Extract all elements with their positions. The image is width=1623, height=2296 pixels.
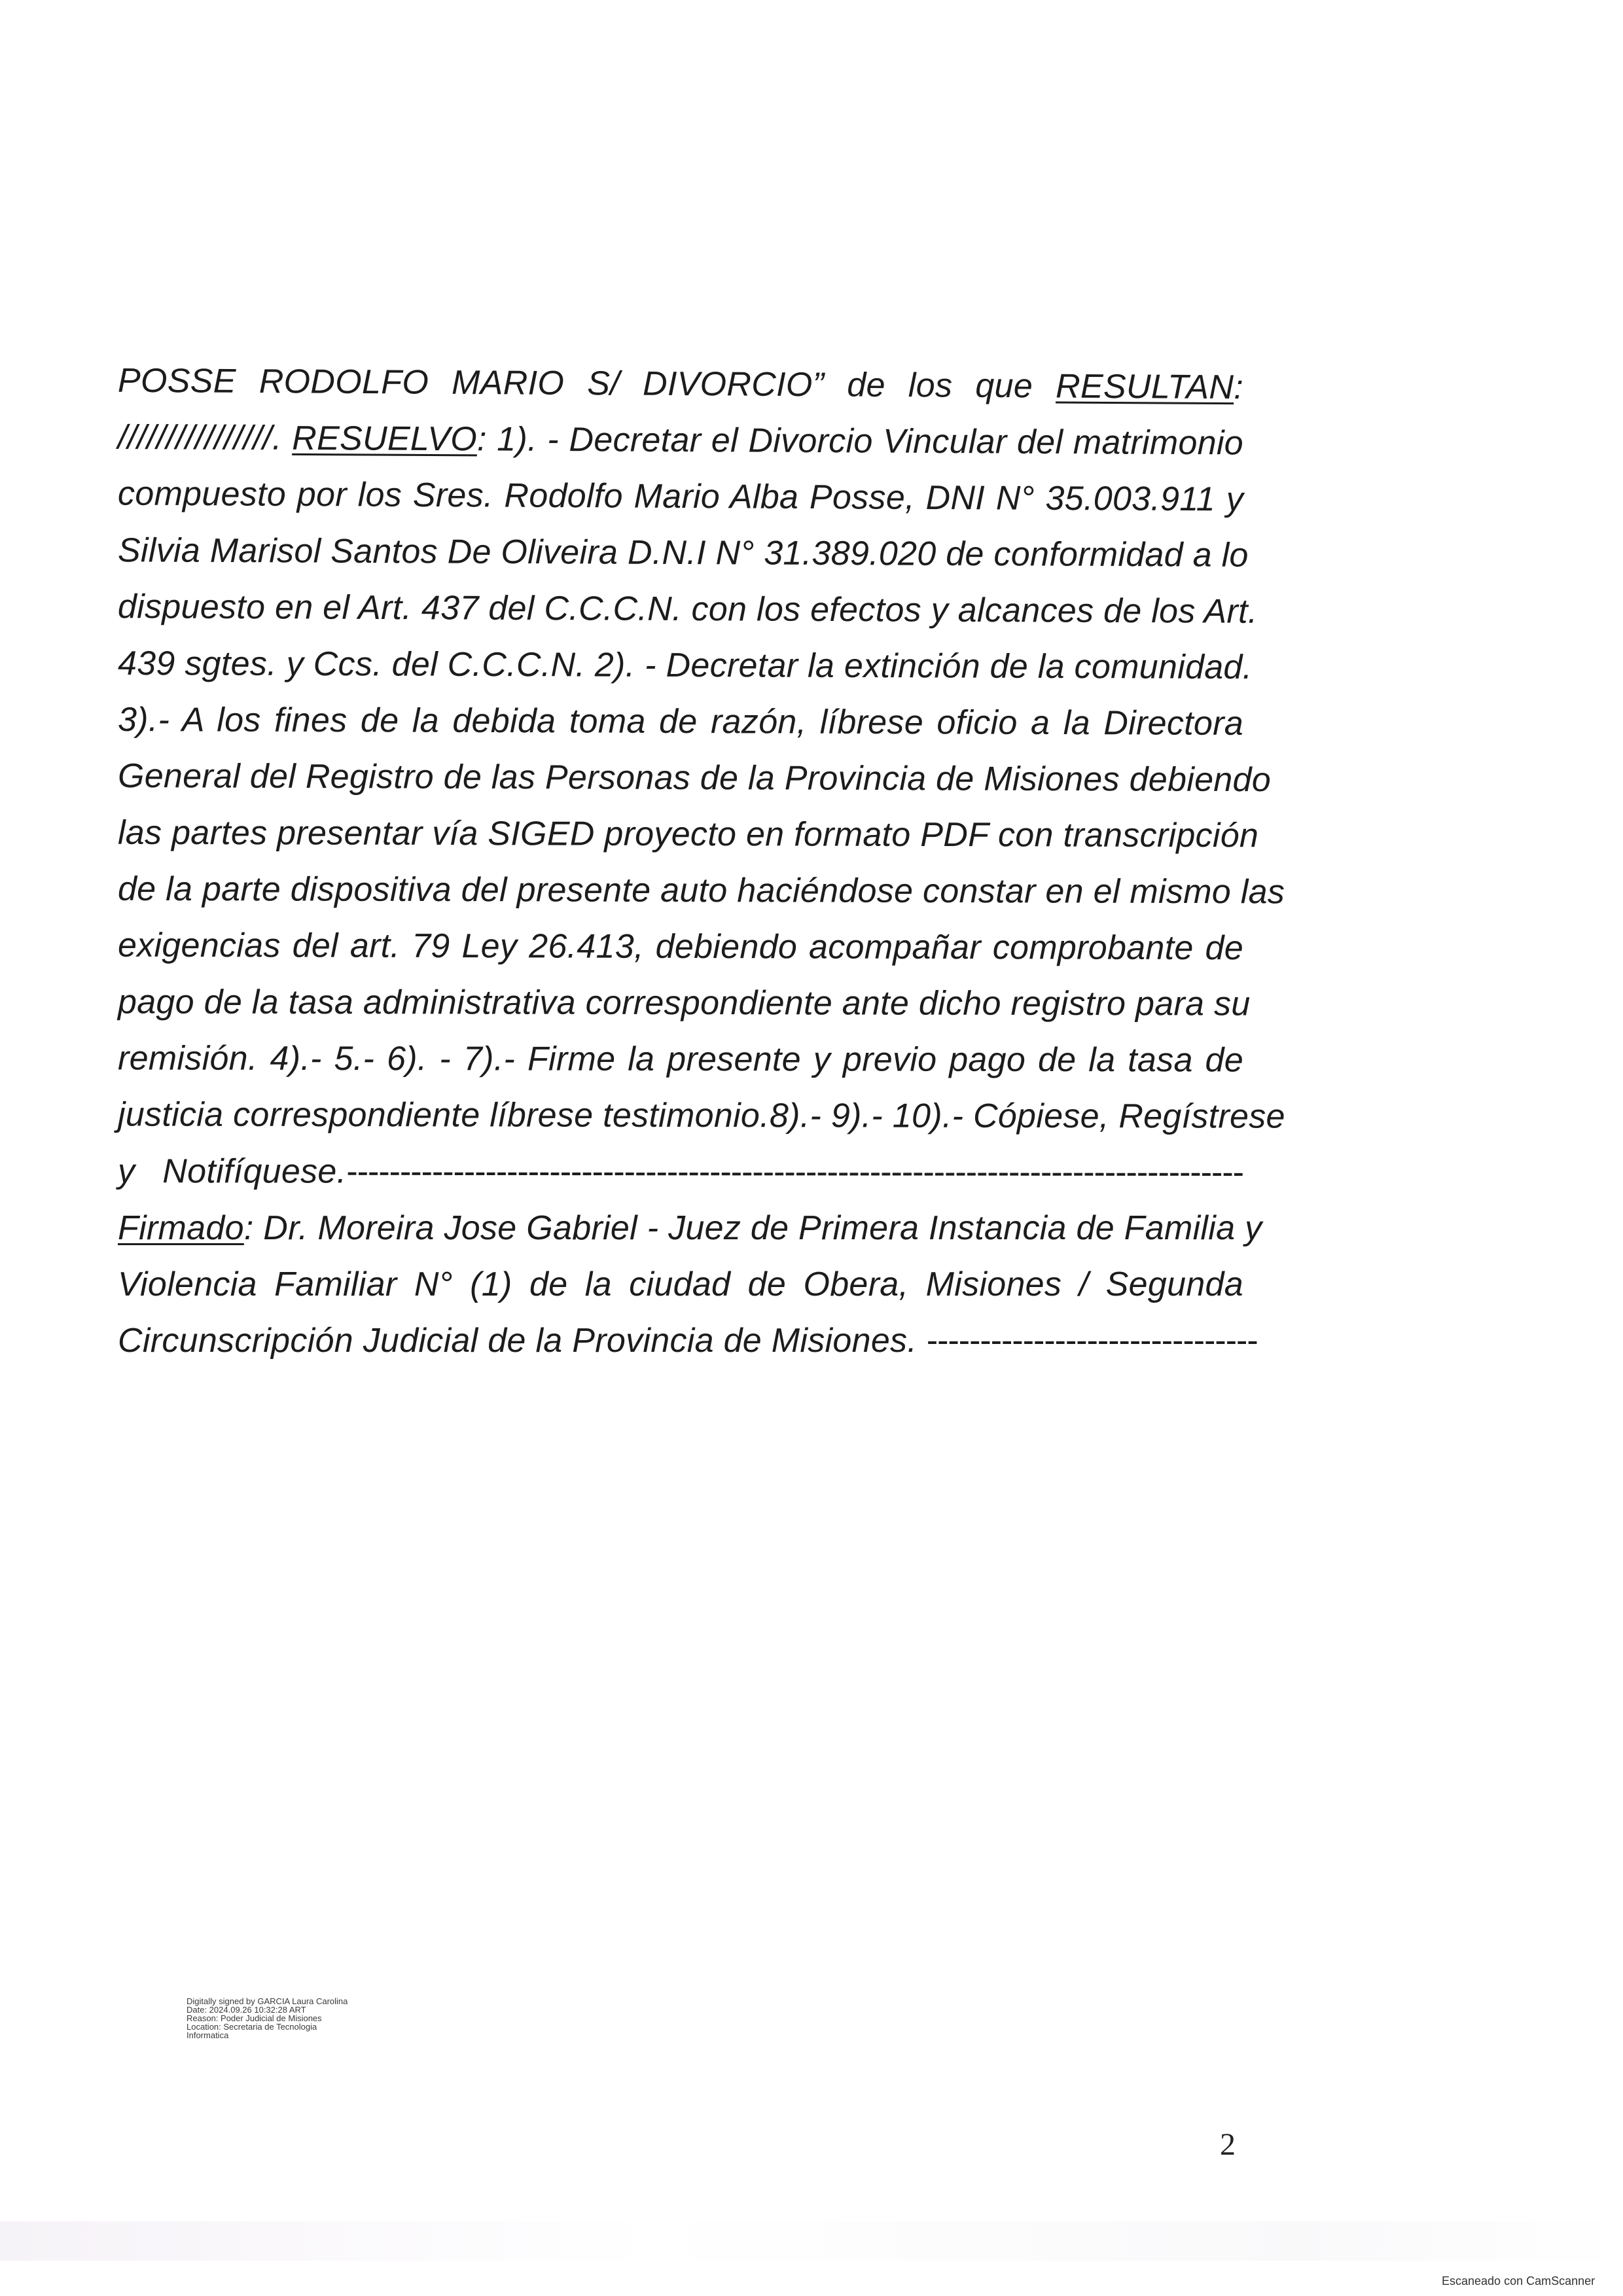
text-line: y Notifíquese.------------------------------------------------------------------------------------	[117, 1152, 1244, 1192]
signature-date: Date: 2024.09.26 10:32:28 ART	[187, 2005, 306, 2015]
text-line: pago de la tasa administrativa correspondiente ante dicho registro para su	[117, 983, 1251, 1023]
text-line: remisión. 4).- 5.- 6). - 7).- Firme la presente y previo pago de la tasa de	[117, 1039, 1244, 1080]
text-line: las partes presentar vía SIGED proyecto en formato PDF con transcripción	[117, 813, 1259, 855]
firmado-underlined: Firmado	[118, 1209, 244, 1247]
text-line: dispuesto en el Art. 437 del C.C.C.N. con los efectos y alcances de los Art.	[117, 588, 1258, 631]
signature-location: Location: Secretaria de Tecnologia	[187, 2022, 317, 2032]
text-line: Violencia Familiar N° (1) de la ciudad de Obera, Misiones / Segunda	[118, 1265, 1243, 1303]
text-line: exigencias del art. 79 Ley 26.413, debiendo acompañar comprobante de	[117, 926, 1244, 968]
text-line: 439 sgtes. y Ccs. del C.C.C.N. 2). - Decretar la extinción de la comunidad.	[117, 644, 1253, 687]
page-number: 2	[1220, 2127, 1236, 2162]
text-line: Silvia Marisol Santos De Oliveira D.N.I N° 31.389.020 de conformidad a lo	[117, 531, 1249, 574]
text-line: Firmado: Dr. Moreira Jose Gabriel - Juez de Primera Instancia de Familia y	[118, 1209, 1262, 1247]
text-line: de la parte dispositiva del presente auto haciéndose constar en el mismo las	[117, 870, 1285, 911]
text-line: justicia correspondiente líbrese testimonio.8).- 9).- 10).- Cópiese, Regístrese	[117, 1095, 1285, 1136]
dash-filler: ------------------------------------------------------------------------------------	[346, 1152, 1244, 1192]
dash-filler: -------------------------------	[926, 1322, 1258, 1360]
scanner-watermark: Escaneado con CamScanner	[1442, 2274, 1596, 2287]
signature-signer: Digitally signed by GARCIA Laura Carolina	[187, 1996, 348, 2006]
text-line: Circunscripción Judicial de la Provincia de Misiones. -------------------------------	[118, 1322, 1258, 1360]
signature-location-cont: Informatica	[187, 2030, 229, 2040]
text-line: POSSE RODOLFO MARIO S/ DIVORCIO” de los que RESULTAN:	[117, 361, 1244, 407]
signature-reason: Reason: Poder Judicial de Misiones	[187, 2013, 322, 2023]
resuelvo-underlined: RESUELVO	[292, 419, 478, 459]
text-line: ////////////////. RESUELVO: 1). - Decretar el Divorcio Vincular del matrimonio	[117, 418, 1244, 463]
text-line: General del Registro de las Personas de la Provincia de Misiones debiendo	[117, 756, 1272, 800]
digital-signature-block	[187, 1997, 461, 2040]
text-line: 3).- A los fines de la debida toma de razón, líbrese oficio a la Directora	[117, 700, 1244, 743]
resultan-underlined: RESULTAN	[1055, 367, 1234, 407]
text-line: compuesto por los Sres. Rodolfo Mario Alba Posse, DNI N° 35.003.911 y	[117, 474, 1244, 519]
scan-artifact	[0, 2221, 1623, 2261]
